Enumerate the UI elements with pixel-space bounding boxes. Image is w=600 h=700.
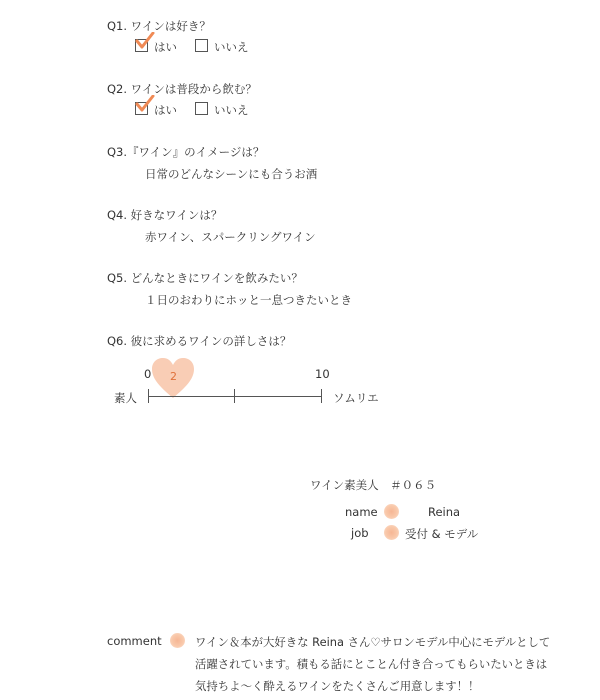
checkmark-icon: [135, 95, 155, 113]
comment-line-3: 気持ちよ〜く酔えるワインをたくさんご用意します！！: [195, 679, 480, 693]
answer-5: １日のおわりにホッと一息つきたいとき: [145, 293, 352, 307]
bullet-dot-icon: [170, 633, 185, 648]
comment-line-1: ワイン＆本が大好きな Reina さん♡サロンモデル中心にモデルとして: [195, 635, 551, 649]
checkmark-icon: [135, 32, 155, 50]
name-label: name: [345, 505, 378, 519]
checkbox-no[interactable]: [195, 102, 208, 115]
scale-tick-mid: [234, 389, 235, 403]
scale-max-label: 10: [315, 367, 330, 381]
option-no-label: いいえ: [214, 40, 249, 54]
scale-value: 2: [170, 370, 177, 383]
scale-tick-start: [148, 389, 149, 403]
option-yes-label: はい: [154, 40, 177, 54]
checkbox-yes[interactable]: [135, 39, 148, 52]
option-no-label: いいえ: [214, 103, 249, 117]
bullet-dot-icon: [384, 504, 399, 519]
answer-4: 赤ワイン、スパークリングワイン: [145, 230, 316, 244]
bullet-dot-icon: [384, 525, 399, 540]
option-yes-label: はい: [154, 103, 177, 117]
checkbox-no[interactable]: [195, 39, 208, 52]
name-value: Reina: [428, 505, 461, 519]
job-value: 受付 & モデル: [405, 527, 479, 541]
scale-min-label: 0: [144, 367, 152, 381]
comment-label: comment: [107, 634, 162, 648]
question-4: Q4. 好きなワインは？: [107, 208, 223, 222]
scale-tick-end: [321, 389, 322, 403]
question-5: Q5. どんなときにワインを飲みたい？: [107, 271, 303, 285]
question-6: Q6. 彼に求めるワインの詳しさは？: [107, 334, 292, 348]
comment-line-2: 活躍されています。積もる話にとことん付き合ってもらいたいときは: [195, 657, 548, 671]
job-label: job: [351, 526, 369, 540]
scale-line: [148, 396, 322, 397]
question-1: Q1. ワインは好き？: [107, 19, 211, 33]
scale-left-label: 素人: [114, 391, 137, 405]
checkbox-yes[interactable]: [135, 102, 148, 115]
answer-3: 日常のどんなシーンにも合うお酒: [145, 167, 318, 181]
scale-right-label: ソムリエ: [333, 391, 379, 405]
question-3: Q3.『ワイン』のイメージは？: [107, 145, 265, 159]
question-2: Q2. ワインは普段から飲む？: [107, 82, 257, 96]
profile-title: ワイン素美人 ＃０６５: [310, 478, 437, 492]
